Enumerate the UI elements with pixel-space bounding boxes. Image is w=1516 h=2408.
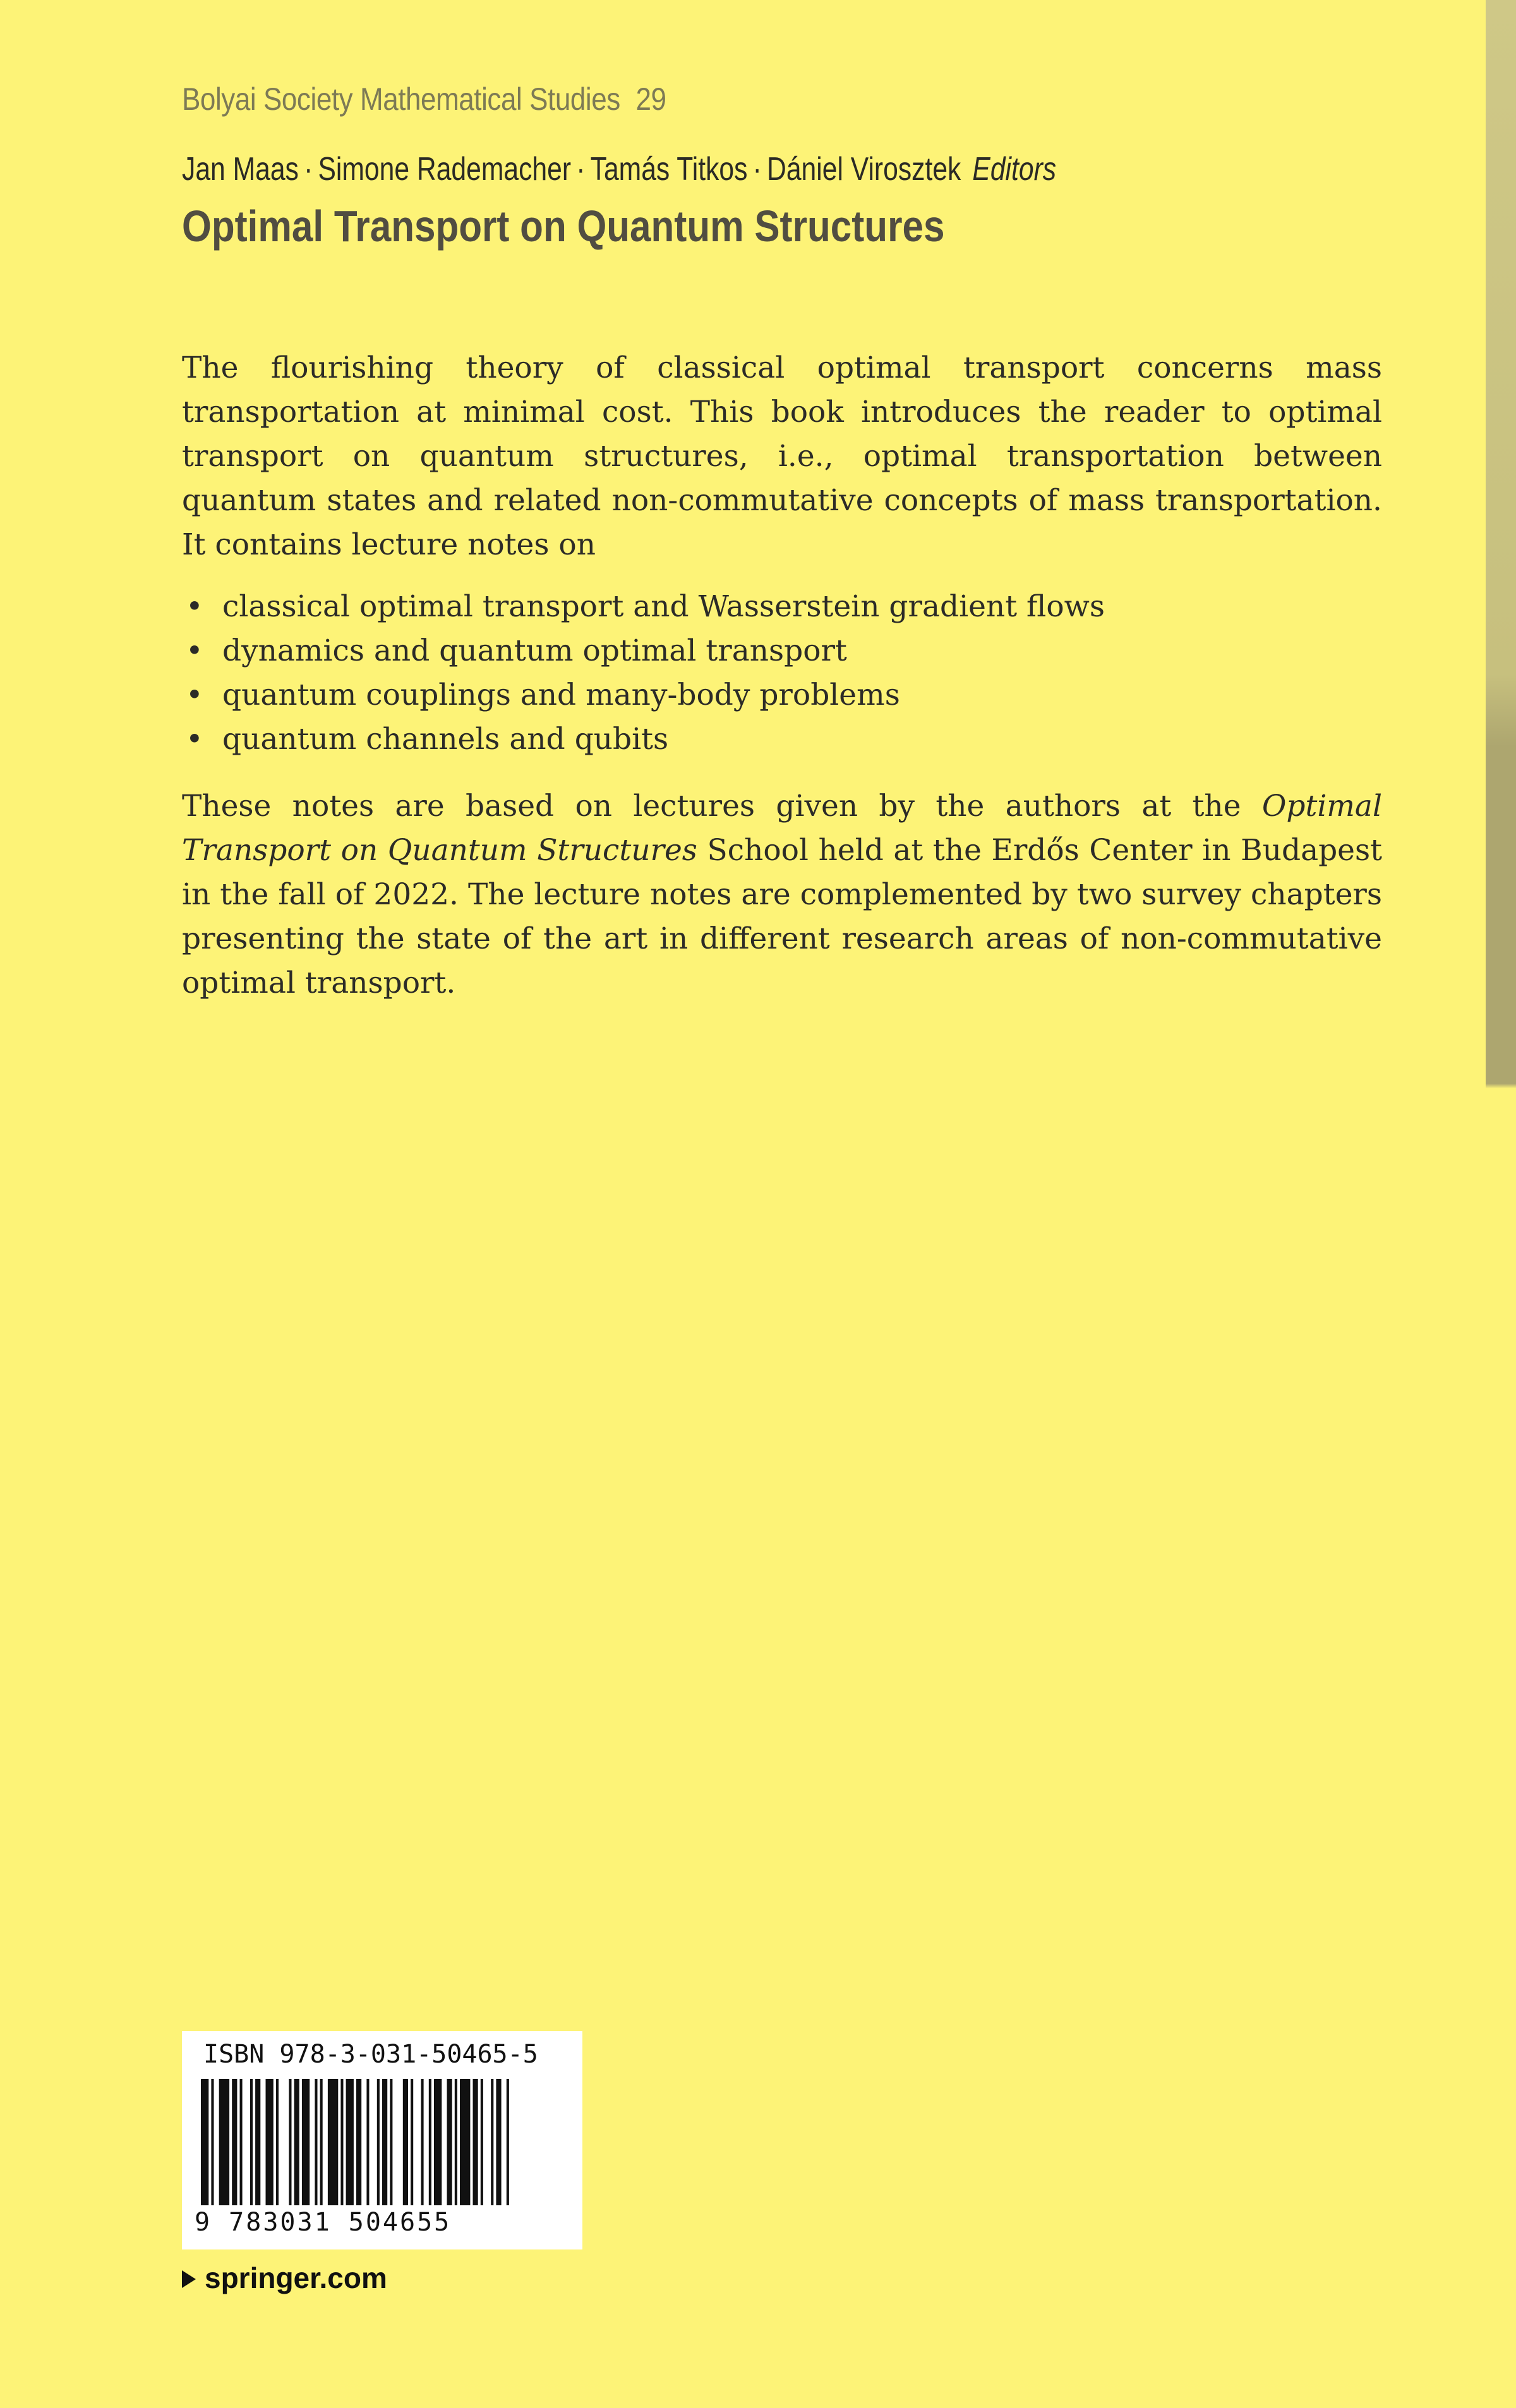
barcode-bar (294, 2079, 299, 2205)
closing-text-start: These notes are based on lectures given by the authors at the (182, 789, 1262, 824)
series-name: Bolyai Society Mathematical Studies (182, 81, 620, 117)
series-line (182, 81, 666, 117)
barcode-bar (429, 2079, 431, 2205)
isbn-label: ISBN 978-3-031-50465-5 (203, 2040, 538, 2069)
barcode-bar (390, 2079, 392, 2205)
barcode-bar (240, 2079, 243, 2205)
book-title: Optimal Transport on Quantum Structures (182, 201, 945, 251)
topics-list (182, 585, 1382, 762)
editor-separator: · (752, 151, 762, 188)
barcode-bar (377, 2079, 380, 2205)
editor-name: Dániel Virosztek (767, 151, 961, 188)
barcode-bar (315, 2079, 317, 2205)
spine-edge-band (1486, 0, 1516, 2408)
editor-separator: · (576, 151, 586, 188)
editors-line (182, 150, 1056, 188)
closing-text-end: School held at the Erdős Center in Budapest in the fall of 2022. The lecture notes are complemented by two survey chapters presenting the state of the art in different research areas of non-commutative optimal transport. (182, 833, 1383, 1000)
barcode-bar (382, 2079, 387, 2205)
editor-name: Tamás Titkos (590, 151, 748, 188)
barcode-bar (302, 2079, 310, 2205)
barcode-bar (421, 2079, 424, 2205)
series-number: 29 (635, 81, 666, 117)
barcode-icon (201, 2079, 567, 2205)
topic-text: quantum couplings and many-body problems (222, 678, 900, 712)
barcode-bar (276, 2079, 279, 2205)
arrow-right-icon (182, 2270, 196, 2288)
barcode-digits: 9 783031 504655 (195, 2208, 452, 2237)
topic-item (182, 585, 1382, 629)
barcode-bar (496, 2079, 501, 2205)
editor-name: Simone Rademacher (318, 151, 572, 188)
barcode-bar (211, 2079, 214, 2205)
barcode-bar (340, 2079, 343, 2205)
publisher-link-text: springer.com (205, 2261, 387, 2294)
barcode-bar (289, 2079, 291, 2205)
barcode-bar (507, 2079, 509, 2205)
topic-item (182, 717, 1382, 762)
barcode-bar (447, 2079, 452, 2205)
topic-text: dynamics and quantum optimal transport (222, 633, 847, 668)
barcode-bar (460, 2079, 470, 2205)
barcode-bar (473, 2079, 478, 2205)
barcode-bar (403, 2079, 408, 2205)
barcode-bar (266, 2079, 274, 2205)
barcode-bar (481, 2079, 483, 2205)
barcode-bar (491, 2079, 493, 2205)
bullet-icon: • (186, 722, 203, 757)
bullet-icon: • (186, 589, 203, 624)
editors-role: Editors (972, 151, 1057, 188)
barcode-bar (255, 2079, 260, 2205)
publisher-link[interactable] (182, 2261, 387, 2295)
barcode-bar (250, 2079, 253, 2205)
barcode-bar (455, 2079, 457, 2205)
barcode-bar (328, 2079, 338, 2205)
editor-separator: · (304, 151, 313, 188)
description-closing (182, 784, 1382, 1005)
topic-text: classical optimal transport and Wasserstein gradient flows (222, 589, 1105, 624)
barcode-bar (366, 2079, 369, 2205)
barcode-bar (320, 2079, 323, 2205)
description-intro: The flourishing theory of classical optimal transport concerns mass transportation at minimal cost. This book introduces the reader to optimal transport on quantum structures, i.e., optimal transportation between quantum states and related non-commutative concepts of mass transportation. It contains lecture notes on (182, 350, 1382, 562)
bullet-icon: • (186, 633, 203, 668)
barcode-bar (434, 2079, 442, 2205)
barcode-bar (356, 2079, 361, 2205)
isbn-barcode-panel (182, 2031, 582, 2249)
barcode-bar (346, 2079, 354, 2205)
bullet-icon: • (186, 678, 203, 712)
topic-item (182, 629, 1382, 673)
editor-name: Jan Maas (182, 151, 299, 188)
barcode-bar (219, 2079, 229, 2205)
topic-text: quantum channels and qubits (222, 722, 669, 757)
barcode-bar (232, 2079, 237, 2205)
barcode-bar (411, 2079, 413, 2205)
barcode-bar (201, 2079, 208, 2205)
school-name: Optimal Transport on Quantum Structures (182, 789, 1382, 868)
book-description (182, 346, 1382, 1005)
topic-item (182, 673, 1382, 717)
